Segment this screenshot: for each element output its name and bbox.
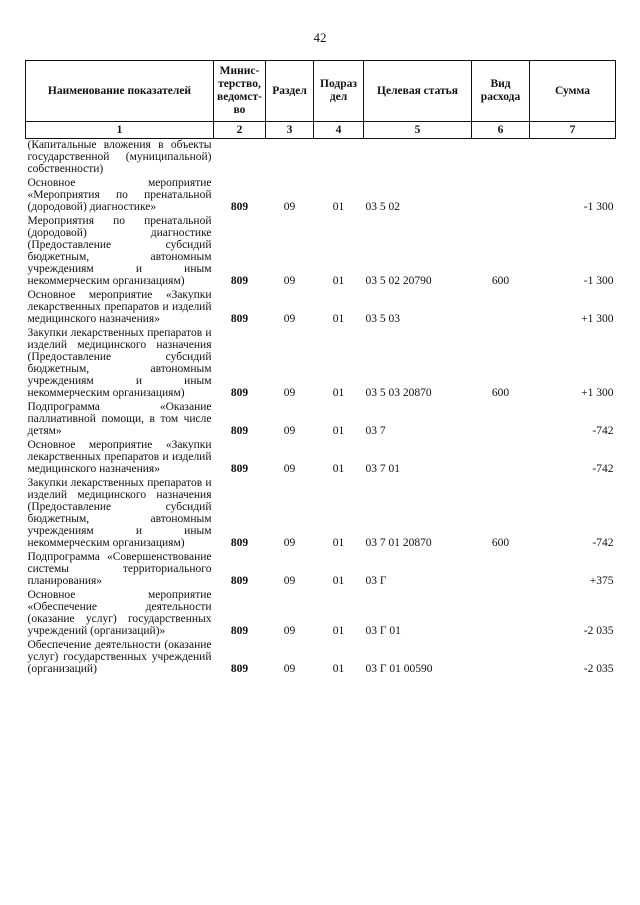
row-target-article: 03 5 03 20870	[365, 387, 432, 399]
column-number: 3	[266, 122, 314, 139]
row-expense-type: 600	[491, 387, 510, 399]
row-ministry	[214, 139, 266, 178]
row-ministry: 809	[230, 463, 249, 475]
row-section: 09	[283, 313, 296, 325]
row-name: Обеспечение деятельности (оказание услуг) государственных учреждений (организаций)	[27, 639, 212, 675]
row-ministry: 809	[230, 663, 249, 675]
row-target-article: 03 7 01	[365, 463, 400, 475]
row-target-article: 03 7 01 20870	[365, 537, 432, 549]
row-name: (Капитальные вложения в объекты государственной (муниципальной) собственности)	[27, 139, 212, 175]
row-ministry: 809	[230, 387, 249, 399]
row-name: Закупки лекарственных препаратов и изделий медицинского назначения (Предоставление субсидий бюджетным, автономным учреждениям и иным некоммерческим организациям)	[27, 477, 212, 549]
column-number: 6	[472, 122, 530, 139]
header-expense-type: Вид расхода	[472, 61, 530, 122]
table-row	[26, 215, 616, 289]
budget-table	[25, 60, 616, 677]
header-target: Целевая статья	[364, 61, 472, 122]
table-row	[26, 327, 616, 401]
row-section: 09	[283, 575, 296, 587]
table-row	[26, 289, 616, 327]
row-ministry: 809	[230, 575, 249, 587]
row-amount: -2 035	[583, 663, 614, 675]
row-subsection: 01	[332, 425, 345, 437]
row-amount: -742	[592, 425, 614, 437]
column-number-row	[26, 122, 616, 139]
row-name: Основное мероприятие «Закупки лекарственных препаратов и изделий медицинского назначения»	[27, 289, 212, 325]
row-name: Основное мероприятие «Закупки лекарственных препаратов и изделий медицинского назначения»	[27, 439, 212, 475]
column-number: 1	[26, 122, 214, 139]
row-expense-type	[472, 289, 530, 327]
row-ministry: 809	[230, 537, 249, 549]
row-ministry: 809	[230, 625, 249, 637]
row-name: Мероприятия по пренатальной (дородовой) диагностике (Предоставление субсидий бюджетным, автономным учреждениям и иным некоммерческим организациям)	[27, 215, 212, 287]
row-subsection: 01	[332, 625, 345, 637]
row-section: 09	[283, 625, 296, 637]
row-expense-type	[472, 139, 530, 178]
row-section: 09	[283, 463, 296, 475]
row-expense-type	[472, 439, 530, 477]
header-name: Наименование показателей	[26, 61, 214, 122]
row-amount: +1 300	[581, 313, 614, 325]
row-amount	[530, 139, 616, 178]
row-subsection: 01	[332, 463, 345, 475]
row-subsection: 01	[332, 575, 345, 587]
row-expense-type: 600	[491, 537, 510, 549]
row-expense-type	[472, 401, 530, 439]
table-row	[26, 589, 616, 639]
header-amount: Сумма	[530, 61, 616, 122]
row-name: Подпрограмма «Оказание паллиативной помощи, в том числе детям»	[27, 401, 212, 437]
row-section: 09	[283, 663, 296, 675]
row-section: 09	[283, 275, 296, 287]
row-amount: -742	[592, 463, 614, 475]
row-expense-type	[472, 589, 530, 639]
page-number: 42	[313, 30, 327, 45]
table-row	[26, 177, 616, 215]
row-target-article: 03 5 03	[365, 313, 400, 325]
row-target-article: 03 Г	[365, 575, 387, 587]
table-row	[26, 139, 616, 178]
column-number: 7	[530, 122, 616, 139]
header-section: Раздел	[266, 61, 314, 122]
column-number: 2	[214, 122, 266, 139]
row-subsection: 01	[332, 275, 345, 287]
row-target-article	[364, 139, 472, 178]
row-ministry: 809	[230, 275, 249, 287]
row-amount: +1 300	[581, 387, 614, 399]
row-target-article: 03 5 02 20790	[365, 275, 432, 287]
table-row	[26, 477, 616, 551]
row-subsection: 01	[332, 387, 345, 399]
row-ministry: 809	[230, 201, 249, 213]
table-row	[26, 401, 616, 439]
row-subsection: 01	[332, 201, 345, 213]
row-section: 09	[283, 537, 296, 549]
row-section	[266, 139, 314, 178]
row-section: 09	[283, 387, 296, 399]
row-ministry: 809	[230, 313, 249, 325]
header-ministry: Минис-терство, ведомст-во	[214, 61, 266, 122]
row-expense-type	[472, 551, 530, 589]
row-section: 09	[283, 425, 296, 437]
row-subsection: 01	[332, 313, 345, 325]
row-expense-type: 600	[491, 275, 510, 287]
row-subsection: 01	[332, 663, 345, 675]
row-expense-type	[472, 639, 530, 677]
row-subsection: 01	[332, 537, 345, 549]
row-section: 09	[283, 201, 296, 213]
row-amount: -2 035	[583, 625, 614, 637]
row-name: Подпрограмма «Совершенствование системы территориального планирования»	[27, 551, 212, 587]
table-row	[26, 439, 616, 477]
table-row	[26, 551, 616, 589]
table-row	[26, 639, 616, 677]
column-number: 5	[364, 122, 472, 139]
row-amount: -1 300	[583, 275, 614, 287]
row-amount: -742	[592, 537, 614, 549]
row-ministry: 809	[230, 425, 249, 437]
header-subsection: Подраз дел	[314, 61, 364, 122]
row-amount: -1 300	[583, 201, 614, 213]
row-target-article: 03 Г 01 00590	[365, 663, 433, 675]
table-header-row	[26, 61, 616, 122]
column-number: 4	[314, 122, 364, 139]
row-expense-type	[472, 177, 530, 215]
table-body	[26, 139, 616, 678]
row-target-article: 03 Г 01	[365, 625, 401, 637]
row-target-article: 03 5 02	[365, 201, 400, 213]
row-subsection	[314, 139, 364, 178]
row-name: Закупки лекарственных препаратов и изделий медицинского назначения (Предоставление субсидий бюджетным, автономным учреждениям и иным некоммерческим организациям)	[27, 327, 212, 399]
row-name: Основное мероприятие «Мероприятия по пренатальной (дородовой) диагностике»	[27, 177, 212, 213]
row-amount: +375	[589, 575, 614, 587]
row-name: Основное мероприятие «Обеспечение деятельности (оказание услуг) государственных учреждений (организаций)»	[27, 589, 212, 637]
row-target-article: 03 7	[365, 425, 386, 437]
